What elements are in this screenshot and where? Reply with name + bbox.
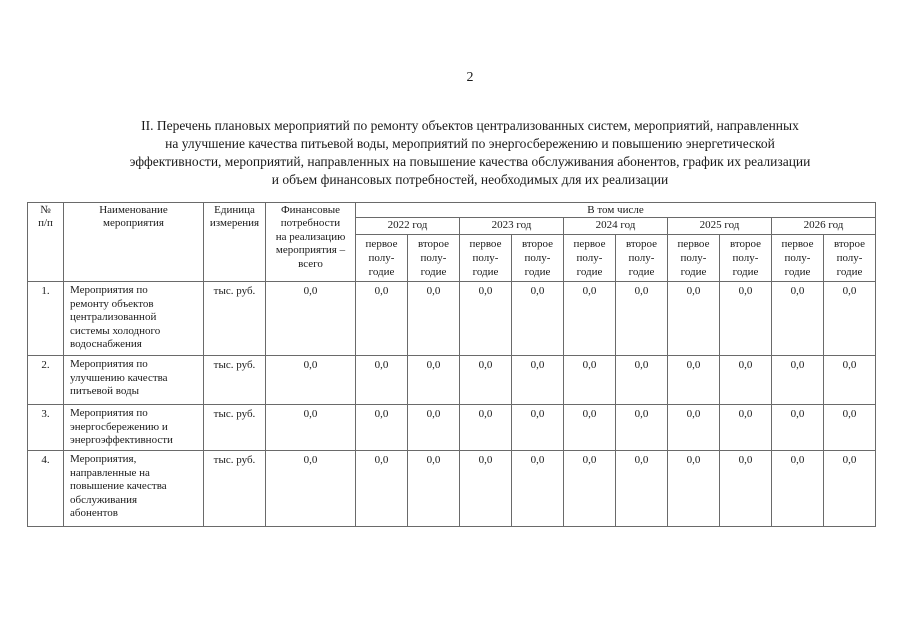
header-number-line: № bbox=[40, 204, 51, 216]
header-half-line: годие bbox=[836, 266, 863, 279]
row-name-line: Мероприятия, bbox=[70, 453, 137, 466]
row-unit: тыс. руб. bbox=[204, 282, 266, 356]
header-half-line: полу- bbox=[628, 252, 655, 265]
row-value: 0,0 bbox=[668, 282, 720, 356]
title-line: на улучшение качества питьевой воды, мероприятий по энергосбережению и повышению энергетической bbox=[165, 136, 775, 151]
header-finance-line: на реализацию bbox=[275, 230, 346, 243]
row-number: 2. bbox=[28, 356, 64, 405]
row-unit: тыс. руб. bbox=[204, 451, 266, 527]
header-first-half bbox=[460, 235, 512, 282]
row-name-line: системы холодного bbox=[70, 324, 161, 337]
row-name bbox=[64, 356, 204, 405]
header-second-half bbox=[824, 235, 876, 282]
row-value: 0,0 bbox=[512, 451, 564, 527]
header-unit bbox=[204, 203, 266, 282]
header-half-line: полу- bbox=[680, 252, 707, 265]
row-value: 0,0 bbox=[720, 405, 772, 451]
row-unit: тыс. руб. bbox=[204, 356, 266, 405]
row-value: 0,0 bbox=[668, 356, 720, 405]
row-value: 0,0 bbox=[616, 405, 668, 451]
row-value: 0,0 bbox=[564, 405, 616, 451]
document-title bbox=[40, 117, 900, 189]
row-value: 0,0 bbox=[460, 356, 512, 405]
title-line: эффективности, мероприятий, направленных на повышение качества обслуживания абонентов, график их реализации bbox=[129, 154, 811, 169]
row-total: 0,0 bbox=[266, 405, 356, 451]
header-half-line: полу- bbox=[420, 252, 447, 265]
header-half-line: годие bbox=[472, 266, 499, 279]
header-half-line: второе bbox=[417, 238, 450, 251]
row-number: 3. bbox=[28, 405, 64, 451]
row-value: 0,0 bbox=[356, 356, 408, 405]
header-year: 2023 год bbox=[460, 218, 564, 235]
title-line: и объем финансовых потребностей, необходимых для их реализации bbox=[271, 172, 669, 187]
row-name-line: Мероприятия по bbox=[70, 284, 148, 297]
header-second-half bbox=[616, 235, 668, 282]
header-half-line: полу- bbox=[472, 252, 499, 265]
row-name bbox=[64, 405, 204, 451]
row-value: 0,0 bbox=[356, 405, 408, 451]
header-name bbox=[64, 203, 204, 282]
row-value: 0,0 bbox=[668, 451, 720, 527]
row-name bbox=[64, 451, 204, 527]
row-value: 0,0 bbox=[408, 282, 460, 356]
row-value: 0,0 bbox=[512, 282, 564, 356]
plan-table bbox=[27, 202, 876, 527]
row-value: 0,0 bbox=[356, 451, 408, 527]
header-half-line: полу- bbox=[524, 252, 551, 265]
row-name-line: ремонту объектов bbox=[70, 297, 154, 310]
header-name-line: Наименование bbox=[99, 204, 168, 216]
row-total: 0,0 bbox=[266, 356, 356, 405]
row-value: 0,0 bbox=[824, 405, 876, 451]
header-half-line: полу- bbox=[368, 252, 395, 265]
header-year: 2024 год bbox=[564, 218, 668, 235]
header-half-line: первое bbox=[781, 238, 814, 251]
header-finance bbox=[266, 203, 356, 282]
row-value: 0,0 bbox=[772, 451, 824, 527]
header-half-line: годие bbox=[732, 266, 759, 279]
row-number: 4. bbox=[28, 451, 64, 527]
row-value: 0,0 bbox=[772, 405, 824, 451]
row-name-line: энергосбережению и bbox=[70, 420, 168, 433]
header-half-line: первое bbox=[365, 238, 398, 251]
row-number: 1. bbox=[28, 282, 64, 356]
row-value: 0,0 bbox=[460, 282, 512, 356]
row-name-line: обслуживания bbox=[70, 493, 138, 506]
row-value: 0,0 bbox=[512, 356, 564, 405]
row-value: 0,0 bbox=[356, 282, 408, 356]
header-first-half bbox=[564, 235, 616, 282]
header-half-line: первое bbox=[573, 238, 606, 251]
row-unit: тыс. руб. bbox=[204, 405, 266, 451]
header-half-line: годие bbox=[628, 266, 655, 279]
header-half-line: второе bbox=[625, 238, 658, 251]
row-value: 0,0 bbox=[564, 451, 616, 527]
header-half-line: годие bbox=[680, 266, 707, 279]
header-name-line: мероприятия bbox=[103, 217, 164, 230]
row-value: 0,0 bbox=[512, 405, 564, 451]
header-first-half bbox=[772, 235, 824, 282]
row-value: 0,0 bbox=[668, 405, 720, 451]
header-year: 2022 год bbox=[356, 218, 460, 235]
table-row bbox=[28, 282, 876, 356]
row-name-line: централизованной bbox=[70, 311, 157, 324]
header-half-line: полу- bbox=[784, 252, 811, 265]
row-name-line: направленные на bbox=[70, 466, 150, 479]
header-first-half bbox=[356, 235, 408, 282]
row-name bbox=[64, 282, 204, 356]
header-half-line: второе bbox=[729, 238, 762, 251]
header-unit-line: измерения bbox=[209, 217, 260, 230]
row-value: 0,0 bbox=[616, 282, 668, 356]
table-row bbox=[28, 356, 876, 405]
header-half-line: первое bbox=[469, 238, 502, 251]
header-finance-line: всего bbox=[298, 257, 323, 270]
header-half-line: годие bbox=[368, 266, 395, 279]
row-name-line: Мероприятия по bbox=[70, 407, 148, 420]
header-first-half bbox=[668, 235, 720, 282]
row-value: 0,0 bbox=[720, 282, 772, 356]
row-name-line: абонентов bbox=[70, 507, 118, 520]
row-total: 0,0 bbox=[266, 451, 356, 527]
row-name-line: улучшению качества bbox=[70, 371, 168, 384]
header-half-line: годие bbox=[524, 266, 551, 279]
row-total: 0,0 bbox=[266, 282, 356, 356]
table-row bbox=[28, 451, 876, 527]
row-value: 0,0 bbox=[720, 451, 772, 527]
title-line: II. Перечень плановых мероприятий по ремонту объектов централизованных систем, мероприятий, направленных bbox=[141, 118, 799, 133]
header-finance-line: мероприятия – bbox=[275, 244, 346, 257]
row-value: 0,0 bbox=[772, 356, 824, 405]
row-value: 0,0 bbox=[408, 451, 460, 527]
header-half-line: полу- bbox=[836, 252, 863, 265]
table-row bbox=[28, 405, 876, 451]
header-unit-line: Единица bbox=[214, 204, 255, 216]
header-half-line: полу- bbox=[576, 252, 603, 265]
row-value: 0,0 bbox=[460, 451, 512, 527]
row-name-line: питьевой воды bbox=[70, 385, 140, 398]
row-value: 0,0 bbox=[720, 356, 772, 405]
row-value: 0,0 bbox=[564, 282, 616, 356]
header-half-line: годие bbox=[576, 266, 603, 279]
row-value: 0,0 bbox=[772, 282, 824, 356]
row-value: 0,0 bbox=[564, 356, 616, 405]
header-year: 2025 год bbox=[668, 218, 772, 235]
header-number-line: п/п bbox=[38, 217, 53, 230]
row-name-line: повышение качества bbox=[70, 480, 167, 493]
header-including: В том числе bbox=[356, 203, 876, 218]
row-value: 0,0 bbox=[824, 356, 876, 405]
header-half-line: второе bbox=[521, 238, 554, 251]
header-second-half bbox=[408, 235, 460, 282]
row-value: 0,0 bbox=[460, 405, 512, 451]
row-value: 0,0 bbox=[408, 405, 460, 451]
row-value: 0,0 bbox=[616, 356, 668, 405]
page-number: 2 bbox=[466, 70, 474, 85]
header-finance-line: Финансовые bbox=[280, 204, 341, 216]
header-second-half bbox=[720, 235, 772, 282]
header-half-line: годие bbox=[784, 266, 811, 279]
header-half-line: первое bbox=[677, 238, 710, 251]
row-name-line: энергоэффективности bbox=[70, 434, 173, 447]
row-name-line: водоснабжения bbox=[70, 338, 142, 351]
header-half-line: годие bbox=[420, 266, 447, 279]
row-value: 0,0 bbox=[408, 356, 460, 405]
row-name-line: Мероприятия по bbox=[70, 358, 148, 371]
row-value: 0,0 bbox=[616, 451, 668, 527]
header-finance-line: потребности bbox=[280, 217, 341, 230]
header-half-line: полу- bbox=[732, 252, 759, 265]
row-value: 0,0 bbox=[824, 282, 876, 356]
row-value: 0,0 bbox=[824, 451, 876, 527]
header-half-line: второе bbox=[833, 238, 866, 251]
header-second-half bbox=[512, 235, 564, 282]
header-number bbox=[28, 203, 64, 282]
header-year: 2026 год bbox=[772, 218, 876, 235]
